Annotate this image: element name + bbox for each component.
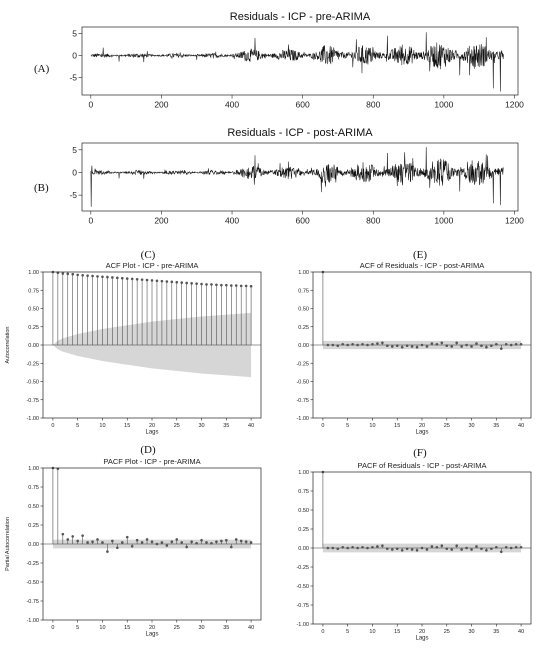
stem-marker [396, 344, 399, 347]
y-tick-label: 0.25 [298, 324, 309, 331]
stem-marker [356, 547, 359, 550]
y-tick-label: 0.00 [28, 542, 39, 548]
x-tick-label: 800 [366, 215, 381, 226]
stem-marker [490, 344, 493, 347]
x-tick-label: 35 [493, 629, 500, 635]
stem-marker [240, 540, 243, 543]
y-tick-label: 0.00 [28, 343, 39, 349]
x-tick-label: 1000 [434, 99, 454, 110]
stem-marker [381, 342, 384, 345]
stem-marker [460, 548, 463, 551]
y-tick-label: 0.25 [28, 324, 39, 331]
x-tick-label: 0 [51, 625, 55, 631]
x-tick-label: 15 [124, 625, 131, 631]
x-tick-label: 200 [154, 99, 169, 110]
stem-marker [421, 547, 424, 550]
stem-marker [465, 547, 468, 550]
stem-marker [495, 546, 498, 549]
stem-marker [121, 277, 124, 280]
stem-marker [510, 547, 513, 550]
stem-marker [371, 343, 374, 346]
y-tick-label: 0.25 [298, 527, 309, 533]
stem-marker [156, 543, 159, 546]
chart-title: Residuals - ICP - pre-ARIMA [229, 11, 371, 23]
stem-marker [381, 544, 384, 547]
x-tick-label: 20 [148, 423, 156, 429]
stem-marker [411, 548, 414, 551]
stem-marker [515, 343, 518, 346]
y-tick-label: -0.50 [26, 580, 39, 586]
x-tick-label: 40 [248, 423, 255, 429]
stem-marker [235, 284, 238, 287]
x-tick-label: 20 [148, 625, 156, 631]
stem-marker [426, 345, 429, 348]
x-tick-label: 30 [468, 629, 475, 635]
stem-marker [510, 344, 513, 347]
stem-marker [136, 278, 139, 281]
stem-marker [386, 344, 389, 347]
stem-marker [327, 547, 330, 550]
y-tick-label: -0.25 [296, 361, 309, 368]
y-tick-label: 1.00 [298, 270, 309, 276]
stem-marker [520, 343, 523, 346]
panel-label-a: (A) [34, 63, 50, 75]
y-tick-label: 0.50 [298, 508, 309, 514]
y-tick-label: 1.00 [28, 270, 39, 276]
stem-marker [465, 344, 468, 347]
x-tick-label: 10 [99, 625, 106, 631]
stem-marker [361, 343, 364, 346]
stem-marker [431, 342, 434, 345]
stem-marker [240, 285, 243, 288]
y-tick-label: 0.75 [298, 288, 309, 295]
stem-marker [356, 344, 359, 347]
chart-title: PACF of Residuals - ICP - post-ARIMA [357, 461, 487, 470]
x-tick-label: 15 [394, 423, 401, 429]
stem-marker [215, 283, 218, 286]
stem-marker [190, 282, 193, 285]
stem-marker [146, 279, 149, 282]
y-tick-label: -1.00 [296, 622, 309, 628]
y-tick-label: 0.75 [28, 288, 39, 295]
stem-marker [86, 541, 89, 544]
stem-marker [361, 546, 364, 549]
stem-marker [250, 541, 253, 544]
stem-marker [475, 342, 478, 345]
panel-label-c: (C) [140, 249, 156, 261]
stem-marker [455, 544, 458, 547]
stem-marker [111, 540, 114, 543]
stem-marker [101, 541, 104, 544]
stem-marker [391, 345, 394, 348]
stem-marker [445, 344, 448, 347]
x-tick-label: 200 [154, 215, 169, 226]
x-tick-label: 25 [173, 423, 180, 429]
stem-marker [485, 346, 488, 349]
x-tick-label: 20 [418, 629, 426, 635]
stem-marker [332, 344, 335, 347]
stem-marker [215, 540, 218, 543]
y-axis-label: Autocorrelation [5, 326, 11, 364]
stem-marker [175, 281, 178, 284]
y-tick-label: -1.00 [26, 416, 39, 422]
y-tick-label: 0.00 [298, 546, 309, 552]
stem-marker [341, 546, 344, 549]
stem-marker [245, 285, 248, 288]
x-tick-label: 0 [88, 215, 94, 226]
stem-marker [220, 540, 223, 543]
x-tick-label: 15 [394, 629, 401, 635]
stem-marker [121, 541, 124, 544]
y-tick-label: 0.75 [28, 485, 39, 491]
stem-marker [401, 346, 404, 349]
stem-marker [235, 538, 238, 541]
x-tick-label: 25 [173, 625, 180, 631]
stem-marker [500, 551, 503, 554]
stem-marker [180, 541, 183, 544]
y-tick-label: -5 [69, 190, 77, 201]
stem-marker [141, 541, 144, 544]
stem-marker [62, 272, 65, 275]
y-tick-label: -1.00 [296, 416, 309, 422]
stem-marker [332, 547, 335, 550]
stem-marker [86, 274, 89, 277]
x-tick-label: 0 [51, 423, 55, 429]
x-tick-label: 35 [493, 423, 500, 429]
stem-marker [351, 343, 354, 346]
stem-marker [386, 547, 389, 550]
x-tick-label: 400 [224, 215, 240, 226]
stem-marker [470, 345, 473, 348]
stem-marker [81, 534, 84, 537]
chart-title: ACF of Residuals - ICP - post-ARIMA [359, 261, 485, 270]
stem-marker [136, 539, 139, 542]
x-tick-label: 1000 [434, 215, 454, 226]
stem-marker [146, 538, 149, 541]
stem-marker [225, 284, 228, 287]
x-tick-label: 25 [443, 629, 450, 635]
stem-marker [200, 539, 203, 542]
x-tick-label: 10 [369, 629, 376, 635]
x-axis-label: Lags [415, 635, 429, 642]
stem-marker [445, 547, 448, 550]
stem-marker [366, 547, 369, 550]
stem-marker [250, 285, 253, 288]
stem-marker [327, 344, 330, 347]
y-tick-label: 0 [72, 167, 77, 178]
x-tick-label: 40 [248, 625, 255, 631]
stem-marker [436, 343, 439, 346]
stem-marker [336, 547, 339, 550]
y-tick-label: 0.50 [28, 504, 39, 510]
stem-marker [441, 342, 444, 345]
y-tick-label: -0.75 [296, 603, 309, 609]
stem-marker [416, 549, 419, 552]
stem-marker [485, 549, 488, 552]
stem-marker [91, 275, 94, 278]
stem-marker [116, 277, 119, 280]
stem-marker [480, 344, 483, 347]
stem-marker [205, 283, 208, 286]
stem-marker [376, 545, 379, 548]
x-tick-label: 5 [76, 423, 80, 429]
x-tick-label: 25 [443, 423, 450, 429]
y-tick-label: 5 [72, 28, 77, 39]
stem-marker [175, 538, 178, 541]
x-tick-label: 600 [295, 99, 310, 110]
stem-marker [245, 540, 248, 543]
stem-marker [180, 281, 183, 284]
y-tick-label: 0 [72, 50, 77, 61]
y-tick-label: 0.75 [298, 489, 309, 495]
stem-marker [141, 278, 144, 281]
stem-marker [346, 547, 349, 550]
stem-marker [71, 273, 74, 276]
stem-marker [116, 547, 119, 550]
stem-marker [351, 546, 354, 549]
x-axis-label: Lags [145, 631, 159, 638]
stem-marker [101, 275, 104, 278]
stem-marker [500, 347, 503, 350]
stem-marker [406, 547, 409, 550]
y-tick-label: -0.75 [26, 599, 39, 605]
stem-marker [185, 546, 188, 549]
y-tick-label: 0.50 [298, 306, 309, 313]
stem-marker [411, 345, 414, 348]
stem-marker [166, 280, 169, 283]
stem-marker [195, 542, 198, 545]
stem-marker [131, 545, 134, 548]
y-tick-label: -0.50 [26, 379, 39, 386]
stem-marker [96, 275, 99, 278]
y-tick-label: -0.75 [296, 397, 309, 404]
x-tick-label: 10 [369, 423, 376, 429]
stem-marker [76, 540, 79, 543]
stem-marker [431, 545, 434, 548]
stem-marker [480, 547, 483, 550]
stem-marker [185, 282, 188, 285]
stem-marker [366, 344, 369, 347]
panel-label-e: (E) [412, 249, 428, 261]
stem-marker [346, 344, 349, 347]
y-tick-label: -0.50 [296, 584, 309, 590]
stem-marker [200, 283, 203, 286]
y-tick-label: 1.00 [298, 470, 309, 476]
stem-marker [230, 284, 233, 287]
x-tick-label: 0 [321, 423, 325, 429]
stem-marker [205, 541, 208, 544]
stem-marker [111, 276, 114, 279]
stem-marker [376, 342, 379, 345]
stem-marker [190, 540, 193, 543]
stem-marker [71, 535, 74, 538]
x-tick-label: 40 [518, 423, 525, 429]
stem-marker [436, 546, 439, 549]
stem-marker [406, 344, 409, 347]
stem-marker [151, 540, 154, 543]
x-tick-label: 1200 [505, 99, 524, 110]
stem-marker [460, 345, 463, 348]
y-tick-label: 1.00 [28, 466, 39, 472]
panel-label-d: (D) [140, 444, 156, 456]
stem-marker [225, 539, 228, 542]
stem-marker [450, 345, 453, 348]
x-tick-label: 35 [223, 423, 230, 429]
stem-marker [396, 547, 399, 550]
stem-marker [505, 546, 508, 549]
stem-marker [91, 540, 94, 543]
stem-marker [126, 536, 129, 539]
y-tick-label: -0.25 [26, 561, 39, 567]
x-tick-label: 5 [346, 423, 350, 429]
x-tick-label: 30 [468, 423, 475, 429]
stem-marker [455, 342, 458, 345]
stem-marker [151, 279, 154, 282]
x-axis-label: Lags [415, 429, 429, 436]
stem-marker [161, 280, 164, 283]
x-tick-label: 30 [198, 625, 205, 631]
x-tick-label: 800 [366, 99, 381, 110]
stem-marker [96, 538, 99, 541]
stem-marker [106, 276, 109, 279]
stem-marker [220, 284, 223, 287]
y-tick-label: 0.00 [298, 343, 309, 349]
stem-marker [421, 344, 424, 347]
stem-marker [336, 344, 339, 347]
y-tick-label: 5 [72, 144, 77, 155]
y-tick-label: 0.50 [28, 306, 39, 313]
y-tick-label: -0.25 [26, 361, 39, 368]
stem-marker [475, 545, 478, 548]
stem-marker [66, 273, 69, 276]
stem-marker [450, 548, 453, 551]
stem-marker [341, 343, 344, 346]
x-tick-label: 40 [518, 629, 525, 635]
x-tick-label: 0 [321, 629, 325, 635]
stem-marker [166, 544, 169, 547]
stem-marker [401, 549, 404, 552]
stem-marker [161, 541, 164, 544]
panel-label-f: (F) [413, 447, 427, 459]
stem-marker [441, 544, 444, 547]
stem-marker [371, 546, 374, 549]
chart-title: PACF Plot - ICP - pre-ARIMA [103, 457, 201, 466]
stem-marker [391, 548, 394, 551]
x-tick-label: 15 [124, 423, 131, 429]
x-tick-label: 5 [76, 625, 80, 631]
y-tick-label: 0.25 [28, 523, 39, 529]
x-tick-label: 600 [295, 215, 310, 226]
stem-marker [171, 540, 174, 543]
stem-marker [490, 547, 493, 550]
stem-marker [515, 546, 518, 549]
stem-marker [230, 546, 233, 549]
stem-marker [126, 277, 129, 280]
y-tick-label: -1.00 [26, 618, 39, 624]
x-tick-label: 35 [223, 625, 230, 631]
x-tick-label: 10 [99, 423, 106, 429]
stem-marker [416, 346, 419, 349]
stem-marker [505, 343, 508, 346]
stem-marker [426, 548, 429, 551]
x-tick-label: 20 [418, 423, 426, 429]
stem-marker [76, 274, 79, 277]
chart-title: ACF Plot - ICP - pre-ARIMA [105, 261, 199, 270]
chart-title: Residuals - ICP - post-ARIMA [227, 127, 373, 139]
stem-marker [66, 538, 69, 541]
stem-marker [131, 278, 134, 281]
stem-marker [62, 533, 65, 536]
x-tick-label: 30 [198, 423, 205, 429]
stem-marker [195, 282, 198, 285]
x-axis-label: Lags [145, 429, 159, 436]
stem-marker [470, 548, 473, 551]
x-tick-label: 5 [346, 629, 350, 635]
y-tick-label: -5 [69, 72, 77, 83]
x-tick-label: 400 [224, 99, 240, 110]
stem-marker [81, 274, 84, 277]
panel-label-b: (B) [34, 182, 49, 194]
y-tick-label: -0.50 [296, 379, 309, 386]
x-tick-label: 1200 [505, 215, 524, 226]
stem-marker [171, 281, 174, 284]
stem-marker [106, 550, 109, 553]
stem-marker [210, 542, 213, 545]
y-tick-label: -0.25 [296, 565, 309, 571]
y-tick-label: -0.75 [26, 397, 39, 404]
stem-marker [210, 283, 213, 286]
stem-marker [495, 343, 498, 346]
y-axis-label: Partial Autocorrelation [5, 517, 11, 571]
stem-marker [156, 279, 159, 282]
stem-marker [520, 546, 523, 549]
x-tick-label: 0 [88, 99, 94, 110]
